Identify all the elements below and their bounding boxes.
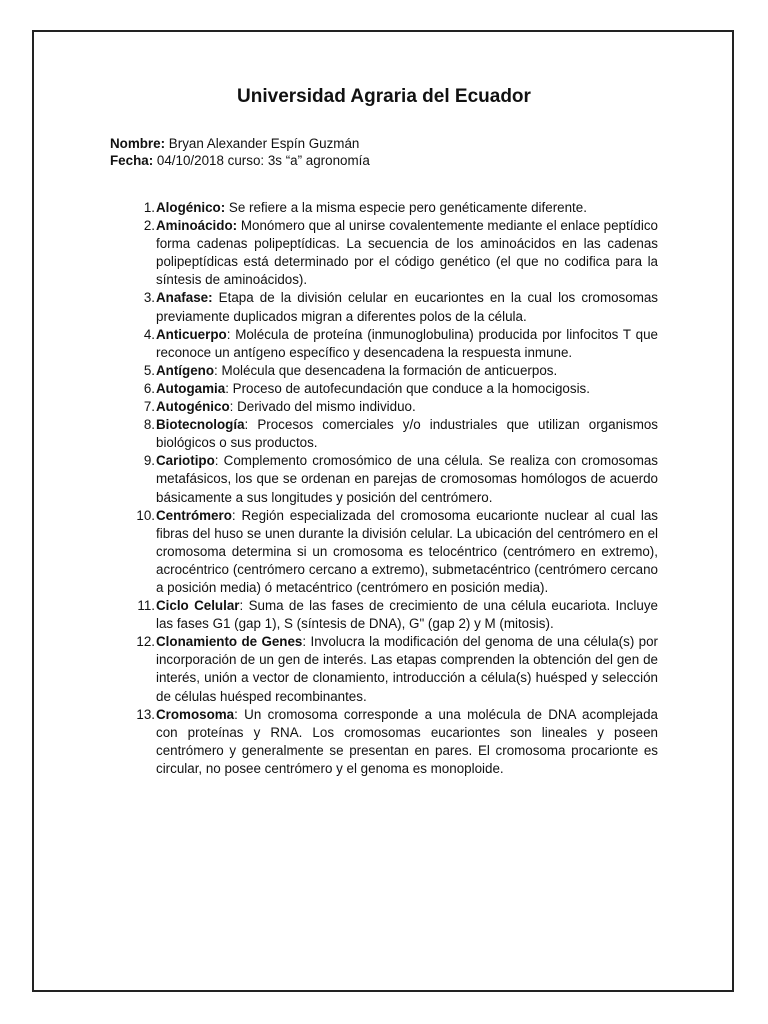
definition-text: : Involucra la modificación del genoma de una célula(s) por incorporación de un gen de interés. Las etapas comprenden la obtención del gen de interés, unión a vector de clonamiento, introducción a célula(s) huésped y selección de células huésped recombinantes. (156, 634, 659, 704)
item-number: 13. (136, 706, 155, 722)
document-title: Universidad Agraria del Ecuador (237, 86, 531, 107)
definition-text: : Procesos comerciales y/o industriales que utilizan organismos biológicos o sus productos. (156, 417, 658, 451)
item-number: 2. (143, 218, 155, 234)
definition-item (136, 633, 659, 705)
definition-item (143, 289, 658, 325)
definition-item (143, 380, 658, 398)
definition-term: Autogamia (156, 380, 226, 396)
definition-item (143, 452, 658, 506)
definition-item (143, 326, 658, 362)
definition-text: : Suma de las fases de crecimiento de una célula eucariota. Incluye las fases G1 (gap 1), S (síntesis de DNA), G" (gap 2) y M (mitosis). (156, 598, 658, 632)
definition-text: : Complemento cromosómico de una célula. Se realiza con cromosomas metafásicos, los que se ordenan en parejas de cromosomas homólogos de acuerdo básicamente a sus longitudes y posición del centrómero. (156, 453, 658, 505)
definition-text: : Molécula de proteína (inmunoglobulina) producida por linfocitos T que reconoce un antígeno específico y desencadena la respuesta inmune. (156, 326, 658, 360)
name-label: Nombre: (110, 136, 166, 151)
definition-term: Anticuerpo (156, 326, 227, 342)
name-value: Bryan Alexander Espín Guzmán (168, 136, 360, 151)
definition-term: Alogénico: (156, 200, 226, 215)
definition-term: Biotecnología (156, 417, 245, 433)
definition-term: Clonamiento de Genes (156, 634, 303, 650)
item-number: 5. (143, 362, 155, 378)
item-number: 1. (143, 200, 155, 215)
definition-text: : Molécula que desencadena la formación de anticuerpos. (214, 362, 558, 378)
definition-item (136, 706, 658, 778)
definition-item (143, 362, 658, 380)
definition-text: : Un cromosoma corresponde a una molécula de DNA acomplejada con proteínas y RNA. Los cromosomas eucariontes son lineales y poseen centrómero y generalmente se presentan en pares. El cromosoma procarionte es circular, no posee centrómero y el genoma es monoploide. (156, 706, 658, 776)
student-info (110, 135, 370, 169)
definition-item (143, 416, 658, 452)
item-number: 4. (143, 326, 155, 342)
definition-term: Cromosoma (156, 706, 235, 722)
item-number: 8. (143, 417, 155, 433)
definition-text: Etapa de la división celular en eucariontes en la cual los cromosomas previamente duplicados migran a diferentes polos de la célula. (156, 290, 658, 324)
definition-term: Cariotipo (156, 453, 215, 469)
date-line (110, 152, 370, 169)
item-number: 10. (136, 507, 155, 523)
definition-term: Aminoácido: (156, 218, 238, 234)
definition-term: Centrómero (156, 507, 232, 523)
item-number: 11. (137, 598, 155, 614)
definition-term: Ciclo Celular (156, 598, 240, 614)
name-line (110, 135, 370, 152)
definitions-list (136, 199, 659, 778)
item-number: 3. (143, 290, 155, 306)
date-label: Fecha: (110, 153, 154, 168)
definition-text: Se refiere a la misma especie pero genéticamente diferente. (228, 200, 587, 215)
definition-term: Autogénico (156, 399, 230, 415)
definition-text: : Proceso de autofecundación que conduce a la homocigosis. (225, 380, 590, 396)
definition-term: Anafase: (156, 290, 213, 306)
definition-item (136, 507, 658, 597)
item-number: 7. (143, 399, 155, 415)
item-number: 6. (143, 380, 155, 396)
definition-term: Antígeno (156, 362, 215, 378)
definition-text: : Región especializada del cromosoma eucarionte nuclear al cual las fibras del huso se unen durante la división celular. La ubicación del centrómero en el cromosoma determina si un cromosoma es telocéntrico (centrómero en extremo), acrocéntrico (centrómero cercano a extremo), submetacéntrico (centrómero cercano a posición media) ó metacéntrico (centrómero en posición media). (156, 507, 658, 595)
definition-item (137, 597, 658, 633)
item-number: 12. (136, 634, 155, 650)
item-number: 9. (143, 453, 155, 469)
definition-text: : Derivado del mismo individuo. (229, 399, 416, 415)
definition-item (143, 398, 658, 416)
definition-text: Monómero que al unirse covalentemente mediante el enlace peptídico forma cadenas polipeptídicas. La secuencia de los aminoácidos en las cadenas polipeptídicas está determinado por el código genético (el que no codifica para la síntesis de aminoácidos). (156, 218, 658, 288)
definition-item (143, 217, 658, 289)
date-value: 04/10/2018 curso: 3s “a” agronomía (156, 153, 370, 168)
definition-item (143, 199, 658, 217)
